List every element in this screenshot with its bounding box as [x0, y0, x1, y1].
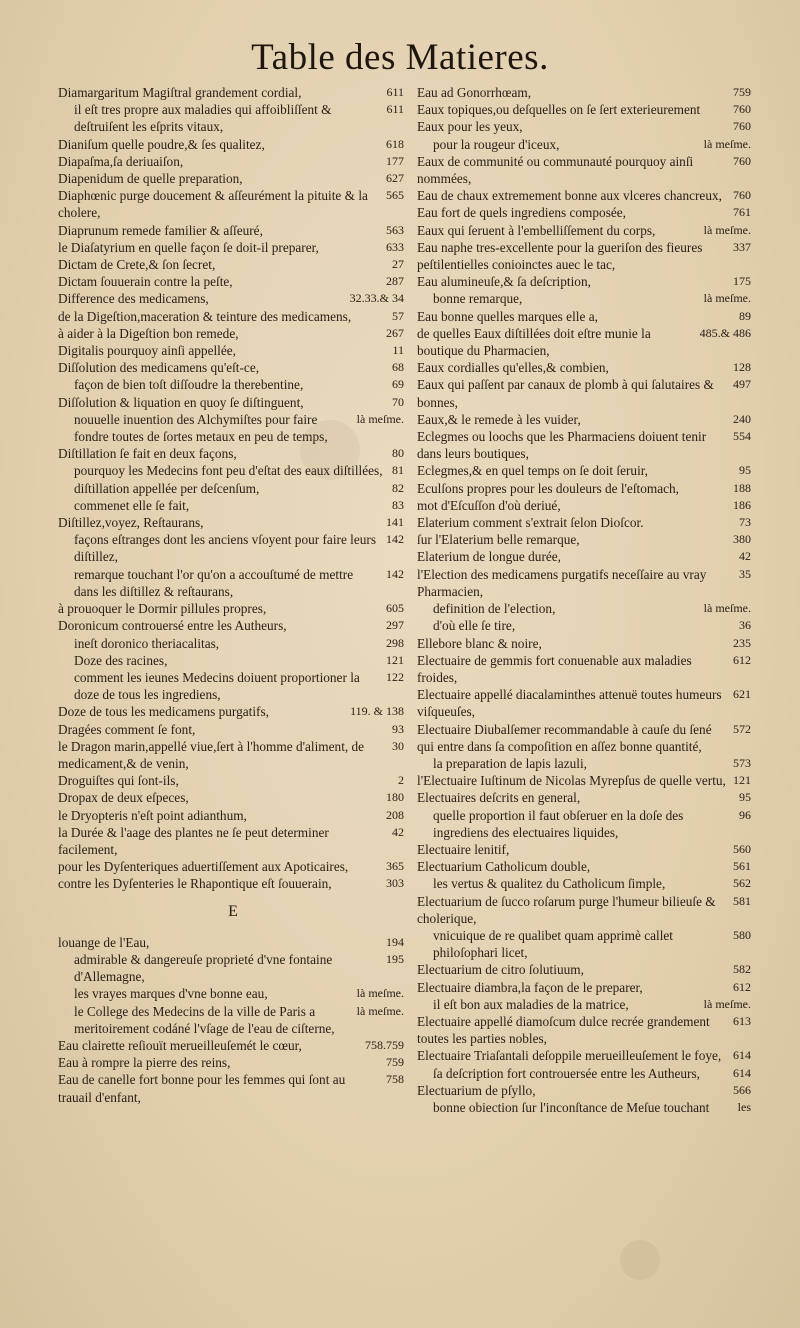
- entry-text: diſtillation appellée per deſcenſum,: [74, 480, 260, 496]
- page-reference: 82: [392, 480, 404, 495]
- page-reference: 485.& 486: [699, 325, 751, 340]
- page-reference: 287: [386, 274, 404, 289]
- entry-text: Diſtillation ſe fait en deux façons,: [58, 446, 237, 462]
- page-reference: 613: [733, 1013, 751, 1028]
- entry-text: Eaux qui ſeruent à l'embelliſſement du corps,: [417, 222, 656, 238]
- entry-text: Eau à rompre la pierre des reins,: [58, 1055, 231, 1071]
- entry-text: vnicuique de re qualibet quam apprimè callet philoſophari licet,: [433, 927, 673, 961]
- index-entry: [58, 652, 408, 669]
- page-reference: 194: [386, 934, 404, 949]
- entry-text: les vertus & qualitez du Catholicum ſimple,: [433, 876, 666, 892]
- index-entry: [58, 290, 408, 307]
- index-entry: [58, 239, 408, 256]
- page-reference: 614: [733, 1065, 751, 1080]
- page-reference: 759: [733, 85, 751, 99]
- entry-text: la preparation de lapis lazuli,: [433, 755, 587, 771]
- index-entry: [417, 308, 755, 325]
- page-reference: 80: [392, 446, 404, 461]
- index-entry: [417, 841, 755, 858]
- page-reference: 175: [733, 274, 751, 289]
- page-reference: là meſme.: [356, 1003, 404, 1018]
- entry-text: Electuarium de pſyllo,: [417, 1082, 536, 1098]
- entry-text: Dictam de Crete,& ſon ſecret,: [58, 257, 216, 273]
- index-entry: [58, 824, 408, 858]
- entry-text: de quelles Eaux diſtillées doit eſtre munie la boutique du Pharmacien,: [417, 325, 651, 359]
- entry-text: pour la rougeur d'iceux,: [433, 136, 560, 152]
- index-entry: [58, 153, 408, 170]
- entry-text: Diamargaritum Magiſtral grandement cordial,: [58, 85, 302, 100]
- index-entry: [417, 531, 755, 548]
- page-reference: 89: [739, 308, 751, 323]
- page-reference: 633: [386, 239, 404, 254]
- index-entry: [58, 807, 408, 824]
- page-reference: 560: [733, 841, 751, 856]
- index-entry: [417, 755, 755, 772]
- index-entry: [417, 858, 755, 875]
- page-reference: 337: [733, 239, 751, 254]
- index-entry: [58, 170, 408, 187]
- page-reference: 758: [386, 1072, 404, 1087]
- entry-text: Eau bonne quelles marques elle a,: [417, 308, 598, 324]
- page-reference: 141: [386, 515, 404, 530]
- index-entry: [417, 187, 755, 204]
- page-reference: 758.759: [365, 1037, 404, 1052]
- entry-text: mot d'Eſcuſſon d'où deriué,: [417, 497, 561, 513]
- index-entry: [58, 136, 408, 153]
- entry-text: definition de l'election,: [433, 601, 556, 617]
- entry-text: à aider à la Digeſtion bon remede,: [58, 325, 239, 341]
- entry-text: Eaux cordialles qu'elles,& combien,: [417, 360, 609, 376]
- entry-text: de la Digeſtion,maceration & teinture des medicamens,: [58, 308, 352, 324]
- entry-text: Eclegmes ou loochs que les Pharmaciens doiuent tenir dans leurs boutiques,: [417, 429, 707, 462]
- entry-text: Eculſons propres pour les douleurs de l'eſtomach,: [417, 480, 679, 496]
- entry-text: le College des Medecins de la ville de Paris a meritoirement codáné l'vſage de l'eau de ciſterne,: [74, 1003, 335, 1036]
- page-reference: 186: [733, 497, 751, 512]
- page-reference: 128: [733, 360, 751, 375]
- index-entry: [58, 411, 408, 445]
- index-entry: [417, 118, 755, 135]
- page-title: Table des Matieres.: [251, 37, 549, 78]
- index-entry: [58, 1071, 408, 1105]
- index-entry: [417, 600, 755, 617]
- page-reference: 96: [739, 807, 751, 822]
- index-entry: [58, 772, 408, 789]
- entry-text: Electuaire lenitif,: [417, 841, 510, 857]
- page-reference: 760: [733, 119, 751, 134]
- index-entry: [417, 84, 755, 101]
- entry-text: Electuaire appellé diacalaminthes attenuë toutes humeurs viſqueuſes,: [417, 687, 722, 720]
- index-entry: [58, 875, 408, 892]
- entry-text: d'où elle ſe tire,: [433, 618, 516, 634]
- entry-text: ſa deſcription fort controuersée entre les Autheurs,: [433, 1065, 700, 1081]
- page-reference: 365: [386, 859, 404, 874]
- index-entry: [417, 1013, 755, 1047]
- page-reference: 380: [733, 532, 751, 547]
- page-reference: 614: [733, 1048, 751, 1063]
- page-reference: 240: [733, 411, 751, 426]
- entry-text: Eaux de communité ou communauté pourquoy ainſi nommées,: [417, 153, 694, 187]
- entry-text: contre les Dyſenteries le Rhapontique eſt ſouuerain,: [58, 876, 332, 892]
- page-reference: 497: [733, 377, 751, 392]
- index-entry: [417, 376, 755, 410]
- page-reference: 267: [386, 325, 404, 340]
- entry-text: Dropax de deux eſpeces,: [58, 790, 189, 806]
- entry-text: la Durée & l'aage des plantes ne ſe peut determiner facilement,: [58, 824, 329, 857]
- entry-text: Elaterium de longue durée,: [417, 549, 561, 565]
- page-reference: 235: [733, 635, 751, 650]
- index-entry: [417, 514, 755, 531]
- index-entry: [417, 548, 755, 565]
- index-entry: [58, 445, 408, 462]
- page-reference: 57: [392, 308, 404, 323]
- page-reference: 95: [739, 790, 751, 805]
- entry-text: Diapaſma,ſa deriuaiſon,: [58, 153, 184, 169]
- index-entry: [417, 979, 755, 996]
- page-reference: 611: [386, 102, 404, 117]
- entry-text: Electuarium de ſucco roſarum purge l'humeur bilieuſe & cholerique,: [417, 893, 716, 926]
- index-entry: [58, 84, 408, 101]
- page-reference: là meſme.: [356, 986, 404, 1001]
- page-reference: 70: [392, 394, 404, 409]
- page-reference: 761: [733, 205, 751, 220]
- index-entry: [58, 789, 408, 806]
- index-entry: [417, 462, 755, 479]
- index-entry: [58, 394, 408, 411]
- index-entry: [417, 927, 755, 961]
- index-column-left: [58, 84, 408, 1106]
- index-entry: [58, 985, 408, 1002]
- entry-text: bonne remarque,: [433, 291, 523, 307]
- index-entry: [58, 308, 408, 325]
- section-letter: E: [228, 902, 238, 920]
- page-reference: 36: [739, 618, 751, 633]
- page-reference: 95: [739, 463, 751, 478]
- index-entry: [58, 738, 408, 772]
- entry-text: remarque touchant l'or qu'on a accouſtumé de mettre dans les diſtillez & reſtaurans,: [74, 566, 354, 599]
- page-reference: là meſme.: [703, 136, 751, 151]
- page-reference: 612: [733, 979, 751, 994]
- entry-text: Eau de canelle fort bonne pour les femmes qui ſont au trauail d'enfant,: [58, 1072, 346, 1105]
- page-reference: 760: [733, 188, 751, 203]
- page-reference: 188: [733, 480, 751, 495]
- index-entry: [417, 1082, 755, 1099]
- entry-text: le Diaſatyrium en quelle façon ſe doit-il preparer,: [58, 239, 319, 255]
- entry-text: façon de bien toſt diſſoudre la therebentine,: [74, 377, 304, 393]
- entry-text: Eclegmes,& en quel temps on ſe doit ſeruir,: [417, 463, 648, 479]
- index-entry: [58, 359, 408, 376]
- page-reference: 627: [386, 171, 404, 186]
- entry-text: Eau naphe tres-excellente pour la gueriſon des fieures peſtilentielles conioinctes auec le tac,: [417, 239, 703, 273]
- page-reference: 195: [386, 951, 404, 966]
- page-reference: là meſme.: [703, 601, 751, 616]
- page-reference: 759: [386, 1055, 404, 1070]
- entry-text: Diaprunum remede familier & aſſeuré,: [58, 222, 263, 238]
- page-reference: 582: [733, 962, 751, 977]
- page-reference: 142: [386, 566, 404, 581]
- page-reference: 573: [733, 755, 751, 770]
- page-reference: 32.33.& 34: [349, 291, 404, 306]
- entry-text: Dianiſum quelle poudre,& ſes qualitez,: [58, 136, 265, 152]
- index-entry: [58, 566, 408, 600]
- entry-text: Diſſolution des medicamens qu'eſt-ce,: [58, 360, 260, 376]
- entry-text: le Dryopteris n'eſt point adianthum,: [58, 807, 247, 823]
- index-entry: [417, 222, 755, 239]
- entry-text: quelle proportion il faut obſeruer en la doſe des ingrediens des electuaires liquides,: [433, 807, 684, 840]
- page-reference: 208: [386, 807, 404, 822]
- entry-text: pour les Dyſenteriques aduertiſſement aux Apoticaires,: [58, 859, 349, 875]
- entry-text: Dictam ſouuerain contre la peſte,: [58, 274, 233, 290]
- entry-text: façons eſtranges dont les anciens vſoyent pour faire leurs diſtillez,: [74, 532, 377, 565]
- entry-text: Eaux topiques,ou deſquelles on ſe ſert exterieurement: [417, 102, 701, 118]
- page-reference: 27: [392, 257, 404, 272]
- entry-text: Diaphœnic purge doucement & aſſeurément la pituite & la cholere,: [58, 188, 368, 221]
- index-entry: [58, 342, 408, 359]
- page-reference: 180: [386, 790, 404, 805]
- index-entry: [417, 1099, 755, 1116]
- index-entry: [417, 875, 755, 892]
- entry-text: commenet elle ſe fait,: [74, 497, 190, 513]
- entry-text: Electuaire Triaſantali deſoppile merueilleuſement le foye,: [417, 1048, 722, 1064]
- index-entry: [417, 204, 755, 221]
- index-entry: [417, 101, 755, 118]
- index-entry: [58, 1054, 408, 1071]
- page-reference: 565: [386, 188, 404, 203]
- page-reference: 42: [392, 824, 404, 839]
- page-reference: là meſme.: [703, 996, 751, 1011]
- index-entry: [417, 273, 755, 290]
- index-entry: [417, 772, 755, 789]
- index-entry: [417, 1065, 755, 1082]
- page-reference: les: [737, 1099, 751, 1114]
- page-reference: là meſme.: [703, 222, 751, 237]
- page-reference: 297: [386, 618, 404, 633]
- index-entry: [58, 480, 408, 497]
- page-reference: 612: [733, 652, 751, 667]
- page-reference: 580: [733, 927, 751, 942]
- entry-text: admirable & dangereuſe proprieté d'vne fontaine d'Allemagne,: [74, 951, 333, 985]
- entry-text: Diapenidum de quelle preparation,: [58, 171, 243, 187]
- page-reference: 554: [733, 429, 751, 444]
- index-entry: [417, 136, 755, 153]
- page-reference: 69: [392, 377, 404, 392]
- index-entry: [417, 961, 755, 978]
- index-entry: [58, 703, 408, 720]
- page-reference: 68: [392, 360, 404, 375]
- page-reference: 121: [733, 773, 751, 788]
- page-reference: 561: [733, 859, 751, 874]
- page-reference: 30: [392, 738, 404, 753]
- index-entry: [417, 239, 755, 273]
- index-entry: [417, 359, 755, 376]
- entry-text: Droguiſtes qui ſont-ils,: [58, 773, 179, 789]
- index-entry: [417, 996, 755, 1013]
- index-entry: [417, 635, 755, 652]
- page-reference: 81: [392, 463, 404, 478]
- entry-text: il eſt bon aux maladies de la matrice,: [433, 996, 629, 1012]
- entry-text: Electuaire Diubalſemer recommandable à cauſe du ſené qui entre dans ſa compoſition en aſſez bonne quantité,: [417, 721, 712, 754]
- entry-text: Electuaire diambra,la façon de le preparer,: [417, 979, 643, 995]
- index-entry: [58, 617, 408, 634]
- index-entry: [58, 1003, 408, 1037]
- entry-text: Dragées comment ſe font,: [58, 721, 196, 737]
- entry-text: Eau alumineuſe,& ſa deſcription,: [417, 274, 591, 290]
- index-entry: [58, 497, 408, 514]
- index-column-right: [417, 84, 755, 1116]
- page-reference: 618: [386, 136, 404, 151]
- page-reference: 122: [386, 669, 404, 684]
- page-reference: 611: [386, 85, 404, 99]
- index-entry: [417, 153, 755, 187]
- index-entry: [58, 325, 408, 342]
- stain: [620, 1240, 660, 1280]
- entry-text: comment les ieunes Medecins doiuent proportioner la doze de tous les ingrediens,: [74, 669, 360, 703]
- page-reference: 73: [739, 515, 751, 530]
- index-entry: [417, 721, 755, 755]
- entry-text: Electuaire de gemmis fort conuenable aux maladies froides,: [417, 652, 692, 685]
- index-entry: [58, 187, 408, 221]
- index-entry: [417, 1047, 755, 1064]
- index-entry: [58, 600, 408, 617]
- entry-text: Diſſolution & liquation en quoy ſe diſtinguent,: [58, 394, 304, 410]
- page-reference: 572: [733, 721, 751, 736]
- index-entry: [58, 721, 408, 738]
- index-entry: [58, 256, 408, 273]
- index-entry: [417, 428, 755, 462]
- entry-text: Eaux qui paſſent par canaux de plomb à qui ſalutaires & bonnes,: [417, 377, 714, 410]
- index-entry: [58, 669, 408, 703]
- page-reference: 177: [386, 153, 404, 168]
- entry-text: Doronicum controuersé entre les Autheurs,: [58, 618, 287, 634]
- page-reference: 142: [386, 532, 404, 547]
- page-reference: 760: [733, 102, 751, 117]
- entry-text: bonne obiection ſur l'inconſtance de Meſue touchant: [433, 1099, 710, 1115]
- entry-text: Eaux pour les yeux,: [417, 119, 523, 135]
- page-reference: 42: [739, 549, 751, 564]
- index-entry: [417, 411, 755, 428]
- index-entry: [417, 789, 755, 806]
- page-reference: 83: [392, 497, 404, 512]
- entry-text: Eaux,& le remede à les vuider,: [417, 411, 581, 427]
- index-entry: [58, 462, 408, 479]
- page-reference: 563: [386, 222, 404, 237]
- entry-text: Diſtillez,voyez, Reſtaurans,: [58, 515, 204, 531]
- entry-text: Eau clairette reſiouït merueilleuſemét le cœur,: [58, 1037, 302, 1053]
- entry-text: Electuarium de citro ſolutiuum,: [417, 962, 584, 978]
- page-reference: 562: [733, 876, 751, 891]
- entry-text: Doze des racines,: [74, 652, 168, 668]
- index-entry: [58, 222, 408, 239]
- entry-text: il eſt tres propre aux maladies qui affoibliſſent & deſtruiſent les eſprits vitaux,: [74, 102, 332, 135]
- page-reference: 298: [386, 635, 404, 650]
- entry-text: Digitalis pourquoy ainſi appellée,: [58, 343, 236, 359]
- index-entry: [417, 617, 755, 634]
- index-entry: [58, 273, 408, 290]
- entry-text: louange de l'Eau,: [58, 934, 150, 950]
- entry-text: Electuarium Catholicum double,: [417, 859, 591, 875]
- entry-text: nouuelle inuention des Alchymiſtes pour faire fondre toutes de ſortes metaux en peu de temps,: [74, 411, 328, 445]
- page-reference: 119. & 138: [350, 704, 404, 719]
- entry-text: Ellebore blanc & noire,: [417, 635, 542, 651]
- index-entry: [58, 1037, 408, 1054]
- page-reference: 566: [733, 1082, 751, 1097]
- page-reference: 2: [398, 773, 404, 788]
- entry-text: Elaterium comment s'extrait ſelon Dioſcor.: [417, 515, 644, 531]
- entry-text: à prouoquer le Dormir pillules propres,: [58, 601, 267, 617]
- index-entry: [417, 290, 755, 307]
- entry-text: Eau de chaux extremement bonne aux vlceres chancreux,: [417, 188, 722, 204]
- index-entry: [58, 951, 408, 985]
- entry-text: Difference des medicamens,: [58, 291, 209, 307]
- entry-text: les vrayes marques d'vne bonne eau,: [74, 986, 268, 1002]
- entry-text: l'Election des medicamens purgatifs neceſſaire au vray Pharmacien,: [417, 566, 707, 599]
- entry-text: pourquoy les Medecins font peu d'eſtat des eaux diſtillées,: [74, 463, 383, 479]
- entry-text: Doze de tous les medicamens purgatifs,: [58, 704, 269, 720]
- index-entry: [58, 858, 408, 875]
- index-entry: [417, 893, 755, 927]
- index-entry: [58, 101, 408, 135]
- page-reference: là meſme.: [703, 291, 751, 306]
- index-entry: [417, 325, 755, 359]
- index-entry: [417, 686, 755, 720]
- index-entry: [58, 531, 408, 565]
- page-reference: 11: [392, 343, 404, 358]
- index-entry: [58, 514, 408, 531]
- page-reference: 581: [733, 893, 751, 908]
- index-entry: [58, 376, 408, 393]
- page-reference: 621: [733, 687, 751, 702]
- entry-text: Eau fort de quels ingrediens composée,: [417, 205, 626, 221]
- index-entry: [417, 497, 755, 514]
- index-entry: [417, 652, 755, 686]
- index-entry: [417, 480, 755, 497]
- page-reference: 303: [386, 876, 404, 891]
- page-reference: 605: [386, 601, 404, 616]
- entry-text: ſur l'Elaterium belle remarque,: [417, 532, 580, 548]
- index-entry: [417, 566, 755, 600]
- page-reference: 35: [739, 566, 751, 581]
- page-reference: 760: [733, 153, 751, 168]
- entry-text: l'Electuaire Iuſtinum de Nicolas Myrepſus de quelle vertu,: [417, 773, 726, 789]
- index-entry: [58, 635, 408, 652]
- page-reference: là meſme.: [356, 411, 404, 426]
- index-entry: [417, 807, 755, 841]
- entry-text: ineſt doronico theriacalitas,: [74, 635, 220, 651]
- index-entry: [58, 934, 408, 951]
- page-reference: 121: [386, 652, 404, 667]
- entry-text: Electuaires deſcrits en general,: [417, 790, 581, 806]
- page-reference: 93: [392, 721, 404, 736]
- entry-text: Electuaire appellé diamoſcum dulce recrée grandement toutes les parties nobles,: [417, 1013, 710, 1047]
- entry-text: Eau ad Gonorrhœam,: [417, 85, 532, 100]
- entry-text: le Dragon marin,appellé viue,ſert à l'homme d'aliment, de medicament,& de venin,: [58, 738, 365, 771]
